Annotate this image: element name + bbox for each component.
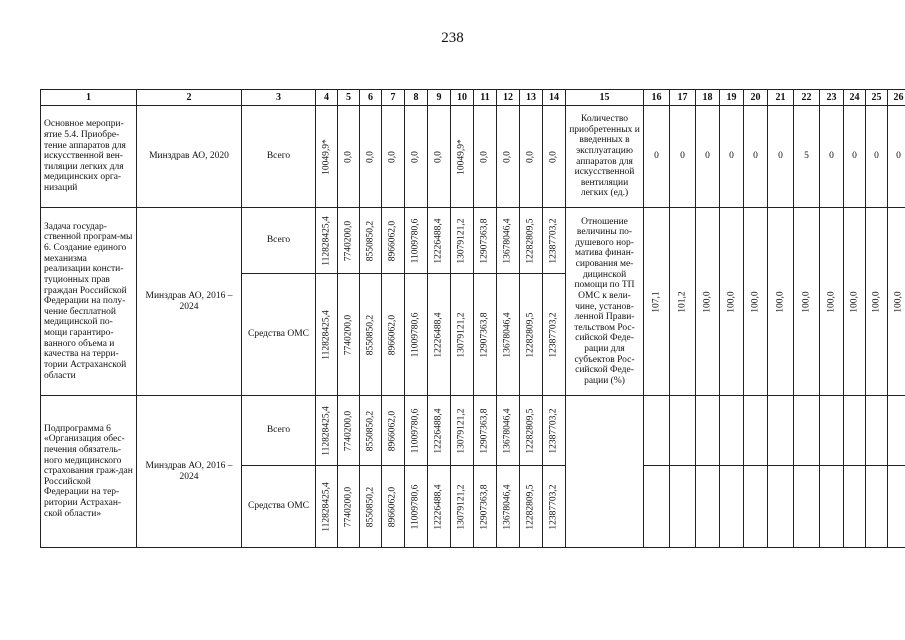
target-cell: 0 bbox=[744, 106, 768, 208]
empty-cell bbox=[744, 466, 768, 548]
target-cell: 0 bbox=[720, 106, 744, 208]
col-header: 19 bbox=[720, 90, 744, 106]
task-name: Задача государ-ственной програм-мы 6. Создание единого механизма реализации консти-туционных прав граждан Российской Федерации на полу-чение бесплатной медицинской по-мощи гарантиро-ванного объема и качества на терри-тории Астраханской области bbox=[41, 208, 137, 396]
target-cell: 100,0 bbox=[768, 208, 794, 396]
value-cell: 11009780,6 bbox=[405, 208, 428, 274]
value-cell: 112828425,4 bbox=[316, 466, 338, 548]
value-cell: 13678046,4 bbox=[497, 208, 520, 274]
value-cell: 112828425,4 bbox=[316, 208, 338, 274]
value-cell: 8550850,2 bbox=[360, 396, 382, 466]
empty-cell bbox=[866, 466, 888, 548]
empty-cell bbox=[744, 396, 768, 466]
col-header: 1 bbox=[41, 90, 137, 106]
empty-cell bbox=[720, 396, 744, 466]
value-cell: 0,0 bbox=[428, 106, 451, 208]
col-header: 18 bbox=[696, 90, 720, 106]
value-cell: 12907363,8 bbox=[474, 208, 497, 274]
value-cell: 10049,9* bbox=[451, 106, 474, 208]
empty-cell bbox=[768, 466, 794, 548]
target-cell: 100,0 bbox=[696, 208, 720, 396]
target-cell: 0 bbox=[866, 106, 888, 208]
value-cell: 0,0 bbox=[360, 106, 382, 208]
target-cell: 0 bbox=[670, 106, 696, 208]
target-cell: 100,0 bbox=[888, 208, 905, 396]
value-cell: 13678046,4 bbox=[497, 274, 520, 396]
target-cell: 100,0 bbox=[844, 208, 866, 396]
value-cell: 8966062,0 bbox=[382, 208, 405, 274]
empty-indicator-cell bbox=[566, 396, 644, 548]
target-cell: 0 bbox=[820, 106, 844, 208]
value-cell: 12226488,4 bbox=[428, 396, 451, 466]
empty-cell bbox=[720, 466, 744, 548]
col-header: 15 bbox=[566, 90, 644, 106]
value-cell: 13079121,2 bbox=[451, 274, 474, 396]
col-header: 3 bbox=[242, 90, 316, 106]
page-number: 238 bbox=[441, 30, 464, 46]
value-cell: 12907363,8 bbox=[474, 274, 497, 396]
value-cell: 12387703,2 bbox=[543, 274, 566, 396]
empty-cell bbox=[696, 396, 720, 466]
program-table bbox=[40, 89, 905, 548]
value-cell: 12282809,5 bbox=[520, 466, 543, 548]
empty-cell bbox=[888, 396, 905, 466]
target-cell: 0 bbox=[844, 106, 866, 208]
target-cell: 0 bbox=[768, 106, 794, 208]
value-cell: 13079121,2 bbox=[451, 396, 474, 466]
col-header: 17 bbox=[670, 90, 696, 106]
value-cell: 12226488,4 bbox=[428, 274, 451, 396]
col-header: 26 bbox=[888, 90, 905, 106]
col-header: 22 bbox=[794, 90, 820, 106]
table-row bbox=[41, 208, 905, 274]
value-cell: 8550850,2 bbox=[360, 208, 382, 274]
col-header: 20 bbox=[744, 90, 768, 106]
table-row bbox=[41, 106, 905, 208]
empty-cell bbox=[670, 466, 696, 548]
empty-cell bbox=[888, 466, 905, 548]
col-header: 23 bbox=[820, 90, 844, 106]
indicator-cell: Количество приобретенных и введенных в эксплуатацию аппаратов для искусственной вентиляции легких (ед.) bbox=[566, 106, 644, 208]
value-cell: 12282809,5 bbox=[520, 208, 543, 274]
value-cell: 12282809,5 bbox=[520, 274, 543, 396]
value-cell: 8966062,0 bbox=[382, 396, 405, 466]
empty-cell bbox=[644, 396, 670, 466]
value-cell: 13079121,2 bbox=[451, 466, 474, 548]
funding-source: Всего bbox=[242, 106, 316, 208]
target-cell: 100,0 bbox=[794, 208, 820, 396]
executor-cell: Минздрав АО, 2016 – 2024 bbox=[137, 208, 242, 396]
value-cell: 112828425,4 bbox=[316, 274, 338, 396]
funding-source: Средства ОМС bbox=[242, 274, 316, 396]
value-cell: 8550850,2 bbox=[360, 466, 382, 548]
empty-cell bbox=[820, 466, 844, 548]
value-cell: 7740200,0 bbox=[338, 208, 360, 274]
value-cell: 12387703,2 bbox=[543, 466, 566, 548]
executor-cell: Минздрав АО, 2020 bbox=[137, 106, 242, 208]
value-cell: 13678046,4 bbox=[497, 396, 520, 466]
col-header: 21 bbox=[768, 90, 794, 106]
executor-cell: Минздрав АО, 2016 – 2024 bbox=[137, 396, 242, 548]
value-cell: 12282809,5 bbox=[520, 396, 543, 466]
col-header: 25 bbox=[866, 90, 888, 106]
col-header: 7 bbox=[382, 90, 405, 106]
subprogram-name: Подпрограмма 6 «Организация обес-печения обязатель-ного медицинского страхования граж-дан Российской Федерации на тер-ритории Астрахан-ской области» bbox=[41, 396, 137, 548]
col-header: 8 bbox=[405, 90, 428, 106]
col-header: 12 bbox=[497, 90, 520, 106]
value-cell: 7740200,0 bbox=[338, 396, 360, 466]
value-cell: 12907363,8 bbox=[474, 466, 497, 548]
col-header: 4 bbox=[316, 90, 338, 106]
target-cell: 0 bbox=[696, 106, 720, 208]
empty-cell bbox=[794, 466, 820, 548]
empty-cell bbox=[844, 466, 866, 548]
col-header: 16 bbox=[644, 90, 670, 106]
col-header: 11 bbox=[474, 90, 497, 106]
funding-source: Всего bbox=[242, 396, 316, 466]
col-header: 14 bbox=[543, 90, 566, 106]
col-header: 2 bbox=[137, 90, 242, 106]
empty-cell bbox=[820, 396, 844, 466]
value-cell: 13678046,4 bbox=[497, 466, 520, 548]
measure-name: Основное меропри-ятие 5.4. Приобре-тение аппаратов для искусственной вен-тиляции легких для медицинских орга-низаций bbox=[41, 106, 137, 208]
value-cell: 7740200,0 bbox=[338, 466, 360, 548]
value-cell: 112828425,4 bbox=[316, 396, 338, 466]
empty-cell bbox=[768, 396, 794, 466]
col-header: 5 bbox=[338, 90, 360, 106]
header-row bbox=[41, 90, 905, 106]
empty-cell bbox=[696, 466, 720, 548]
empty-cell bbox=[794, 396, 820, 466]
value-cell: 7740200,0 bbox=[338, 274, 360, 396]
value-cell: 0,0 bbox=[474, 106, 497, 208]
value-cell: 0,0 bbox=[382, 106, 405, 208]
empty-cell bbox=[670, 396, 696, 466]
value-cell: 0,0 bbox=[405, 106, 428, 208]
target-cell: 100,0 bbox=[820, 208, 844, 396]
empty-cell bbox=[844, 396, 866, 466]
target-cell: 0 bbox=[888, 106, 905, 208]
value-cell: 10049,9* bbox=[316, 106, 338, 208]
value-cell: 12387703,2 bbox=[543, 396, 566, 466]
value-cell: 12226488,4 bbox=[428, 208, 451, 274]
value-cell: 11009780,6 bbox=[405, 274, 428, 396]
value-cell: 8550850,2 bbox=[360, 274, 382, 396]
value-cell: 8966062,0 bbox=[382, 274, 405, 396]
value-cell: 11009780,6 bbox=[405, 466, 428, 548]
value-cell: 12387703,2 bbox=[543, 208, 566, 274]
target-cell: 100,0 bbox=[720, 208, 744, 396]
target-cell: 0 bbox=[644, 106, 670, 208]
col-header: 13 bbox=[520, 90, 543, 106]
target-cell: 100,0 bbox=[744, 208, 768, 396]
value-cell: 8966062,0 bbox=[382, 466, 405, 548]
col-header: 24 bbox=[844, 90, 866, 106]
indicator-cell: Отношение величины по-душевого нор-матива финан-сирования ме-дицинской помощи по ТП ОМС к вели-чине, установ-ленной Прави-тельством Рос-сийской Феде-рации для субъектов Рос-сийской Феде-рации (%) bbox=[566, 208, 644, 396]
value-cell: 11009780,6 bbox=[405, 396, 428, 466]
value-cell: 12226488,4 bbox=[428, 466, 451, 548]
value-cell: 0,0 bbox=[497, 106, 520, 208]
col-header: 10 bbox=[451, 90, 474, 106]
target-cell: 101,2 bbox=[670, 208, 696, 396]
funding-source: Средства ОМС bbox=[242, 466, 316, 548]
table-row bbox=[41, 396, 905, 466]
value-cell: 12907363,8 bbox=[474, 396, 497, 466]
value-cell: 0,0 bbox=[338, 106, 360, 208]
target-cell: 107,1 bbox=[644, 208, 670, 396]
value-cell: 13079121,2 bbox=[451, 208, 474, 274]
empty-cell bbox=[866, 396, 888, 466]
value-cell: 0,0 bbox=[543, 106, 566, 208]
empty-cell bbox=[644, 466, 670, 548]
col-header: 9 bbox=[428, 90, 451, 106]
funding-source: Всего bbox=[242, 208, 316, 274]
target-cell: 5 bbox=[794, 106, 820, 208]
target-cell: 100,0 bbox=[866, 208, 888, 396]
col-header: 6 bbox=[360, 90, 382, 106]
value-cell: 0,0 bbox=[520, 106, 543, 208]
